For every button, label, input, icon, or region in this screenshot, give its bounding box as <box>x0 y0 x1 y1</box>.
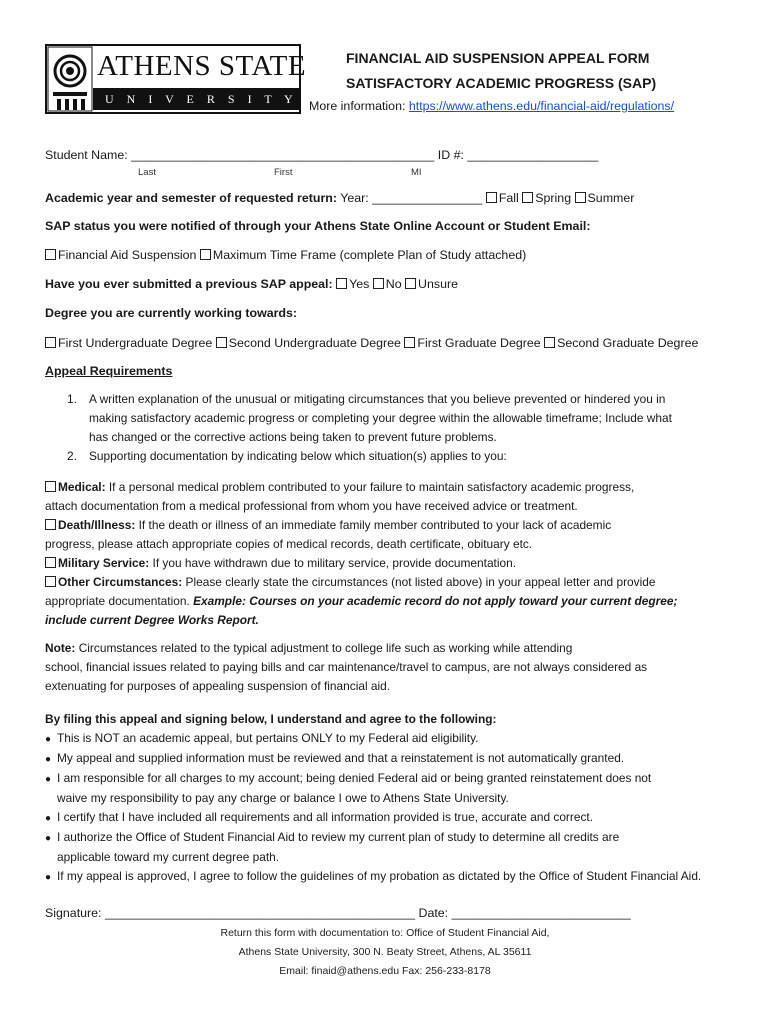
death-illness-text: progress, please attach appropriate copies of medical records, death certificate, obituary etc. <box>45 537 533 551</box>
other-example: Example: Courses on your academic record do not apply toward your current degree; <box>193 594 678 608</box>
student-id-field[interactable]: ___________________ <box>467 148 599 162</box>
form-title: FINANCIAL AID SUSPENSION APPEAL FORM <box>346 50 650 66</box>
note-row <box>45 639 745 658</box>
signature-field[interactable]: _____________________________________________ <box>104 906 416 920</box>
requirement-text: Supporting documentation by indicating below which situation(s) applies to you: <box>89 449 507 463</box>
previous-appeal-row <box>45 277 458 291</box>
first-graduate-label: First Graduate Degree <box>417 336 541 350</box>
yes-checkbox[interactable] <box>336 278 347 289</box>
footer-return: Return this form with documentation to: Office of Student Financial Aid, <box>220 927 550 939</box>
agreement-text: My appeal and supplied information must be reviewed and that a reinstatement is not automatically granted. <box>57 751 625 765</box>
death-illness-checkbox[interactable] <box>45 519 56 530</box>
second-graduate-checkbox[interactable] <box>544 337 555 348</box>
footer-address: Athens State University, 300 N. Beaty Street, Athens, AL 35611 <box>238 946 532 958</box>
form-subtitle: SATISFACTORY ACADEMIC PROGRESS (SAP) <box>346 75 657 91</box>
military-text: If you have withdrawn due to military service, provide documentation. <box>149 556 517 570</box>
date-label: Date: <box>415 906 452 920</box>
no-label: No <box>385 277 402 291</box>
regulations-link[interactable]: https://www.athens.edu/financial-aid/regulations/ <box>408 99 675 113</box>
note-text: extenuating for purposes of appealing suspension of financial aid. <box>45 679 391 693</box>
other-example: include current Degree Works Report. <box>45 613 259 627</box>
agreement-text: applicable toward my current degree path. <box>57 850 280 864</box>
other-checkbox[interactable] <box>45 576 56 587</box>
maximum-time-frame-label: Maximum Time Frame (complete Plan of Study attached) <box>212 248 527 262</box>
maximum-time-frame-checkbox[interactable] <box>200 249 211 260</box>
degree-options <box>45 336 698 350</box>
signature-label: Signature: <box>45 906 105 920</box>
logo-name: ATHENS STATE <box>97 50 307 82</box>
agreement-text: I authorize the Office of Student Financial Aid to review my current plan of study to determine all credits are <box>57 830 620 844</box>
sub-last: Last <box>138 167 156 178</box>
logo-university: U N I V E R S I T Y <box>105 92 298 106</box>
more-info-label: More information: <box>309 99 409 113</box>
agreement-heading: By filing this appeal and signing below, I understand and agree to the following: <box>45 712 497 726</box>
note-text: school, financial issues related to paying bills and car maintenance/travel to campus, are not always considered as <box>45 660 648 674</box>
agreement-item: ● This is NOT an academic appeal, but pertains ONLY to my Federal aid eligibility. <box>45 731 479 745</box>
medical-label: Medical: <box>58 480 106 494</box>
agreement-item: ● My appeal and supplied information must be reviewed and that a reinstatement is not automatically granted. <box>45 751 625 765</box>
footer-contact: Email: finaid@athens.edu Fax: 256-233-8178 <box>279 965 491 977</box>
other-text: appropriate documentation. <box>45 594 194 608</box>
requirement-item <box>67 390 757 409</box>
return-term-label: Academic year and semester of requested return: <box>45 191 337 205</box>
first-undergrad-label: First Undergraduate Degree <box>58 336 213 350</box>
requirement-text: making satisfactory academic progress or completing your degree within the allowable timeframe; Include what <box>89 411 672 425</box>
student-id-label: ID #: <box>434 148 468 162</box>
requirement-text: has changed or the corrective actions being taken to prevent future problems. <box>89 430 497 444</box>
sap-status-options <box>45 248 526 262</box>
agreement-item: ● I authorize the Office of Student Financial Aid to review my current plan of study to determine all credits are <box>45 830 620 844</box>
note <box>45 639 745 696</box>
university-logo <box>45 44 307 114</box>
second-graduate-label: Second Graduate Degree <box>557 336 699 350</box>
sub-first: First <box>274 167 293 178</box>
footer <box>0 924 770 981</box>
note-text: Circumstances related to the typical adjustment to college life such as working while attending <box>75 641 573 655</box>
year-field[interactable]: ________________ <box>372 191 483 205</box>
unsure-checkbox[interactable] <box>405 278 416 289</box>
agreement-item: ● I am responsible for all charges to my account; being denied Federal aid or being granted reinstatement does not <box>45 771 652 785</box>
date-field[interactable]: __________________________ <box>451 906 631 920</box>
other-text-row <box>45 592 745 611</box>
signature-row <box>45 906 631 920</box>
financial-aid-suspension-label: Financial Aid Suspension <box>58 248 197 262</box>
requirement-text: A written explanation of the unusual or mitigating circumstances that you believe prevented or hindered you in <box>89 392 666 406</box>
fall-label: Fall <box>498 191 519 205</box>
medical-row <box>45 478 745 497</box>
student-name-field[interactable]: ____________________________________________ <box>131 148 435 162</box>
student-name-label: Student Name: <box>45 148 132 162</box>
second-undergrad-label: Second Undergraduate Degree <box>228 336 401 350</box>
agreement-text: I am responsible for all charges to my account; being denied Federal aid or being granted reinstatement does not <box>57 771 652 785</box>
other-row <box>45 573 745 592</box>
appeal-requirements-heading: Appeal Requirements <box>45 364 173 378</box>
note-label: Note: <box>45 641 76 655</box>
requirement-item <box>67 447 757 466</box>
spring-checkbox[interactable] <box>522 192 533 203</box>
return-term-row <box>45 191 634 205</box>
agreement-text: I certify that I have included all requirements and all information provided is true, accurate and correct. <box>57 810 594 824</box>
requirements-list <box>67 390 757 466</box>
medical-text: attach documentation from a medical professional from whom you have received advice or treatment. <box>45 499 578 513</box>
agreement-text: If my appeal is approved, I agree to follow the guidelines of my probation as dictated by the Office of Student Financial Aid. <box>57 869 702 883</box>
military-row <box>45 554 745 573</box>
death-illness-label: Death/Illness: <box>58 518 136 532</box>
previous-appeal-question: Have you ever submitted a previous SAP appeal: <box>45 277 333 291</box>
agreement <box>45 710 755 887</box>
fall-checkbox[interactable] <box>486 192 497 203</box>
spring-label: Spring <box>535 191 572 205</box>
yes-label: Yes <box>349 277 370 291</box>
student-name-row <box>45 148 598 162</box>
agreement-text: waive my responsibility to pay any charge or balance I owe to Athens State University. <box>57 791 509 805</box>
requirement-num: 2. <box>67 449 77 463</box>
more-information <box>309 99 674 113</box>
year-label: Year: <box>336 191 373 205</box>
sub-mi: MI <box>411 167 422 178</box>
unsure-label: Unsure <box>418 277 458 291</box>
medical-checkbox[interactable] <box>45 481 56 492</box>
death-illness-text: If the death or illness of an immediate family member contributed to your lack of academic <box>135 518 612 532</box>
summer-label: Summer <box>587 191 635 205</box>
other-text: Please clearly state the circumstances (not listed above) in your appeal letter and provide <box>182 575 656 589</box>
death-row <box>45 516 745 535</box>
sap-status-question: SAP status you were notified of through your Athens State Online Account or Student Email: <box>45 219 591 233</box>
agreement-item: ● I certify that I have included all requirements and all information provided is true, accurate and correct. <box>45 810 594 824</box>
no-checkbox[interactable] <box>373 278 384 289</box>
medical-text: If a personal medical problem contributed to your failure to maintain satisfactory academic progress, <box>105 480 635 494</box>
first-graduate-checkbox[interactable] <box>404 337 415 348</box>
summer-checkbox[interactable] <box>575 192 586 203</box>
financial-aid-suspension-checkbox[interactable] <box>45 249 56 260</box>
situations <box>45 478 745 630</box>
requirement-num: 1. <box>67 392 77 406</box>
second-undergrad-checkbox[interactable] <box>216 337 227 348</box>
agreement-text: This is NOT an academic appeal, but pertains ONLY to my Federal aid eligibility. <box>57 731 479 745</box>
military-checkbox[interactable] <box>45 557 56 568</box>
degree-question: Degree you are currently working towards: <box>45 306 298 320</box>
military-label: Military Service: <box>58 556 150 570</box>
first-undergrad-checkbox[interactable] <box>45 337 56 348</box>
agreement-item: ● If my appeal is approved, I agree to follow the guidelines of my probation as dictated by the Office of Student Financial Aid. <box>45 869 702 883</box>
other-label: Other Circumstances: <box>58 575 183 589</box>
